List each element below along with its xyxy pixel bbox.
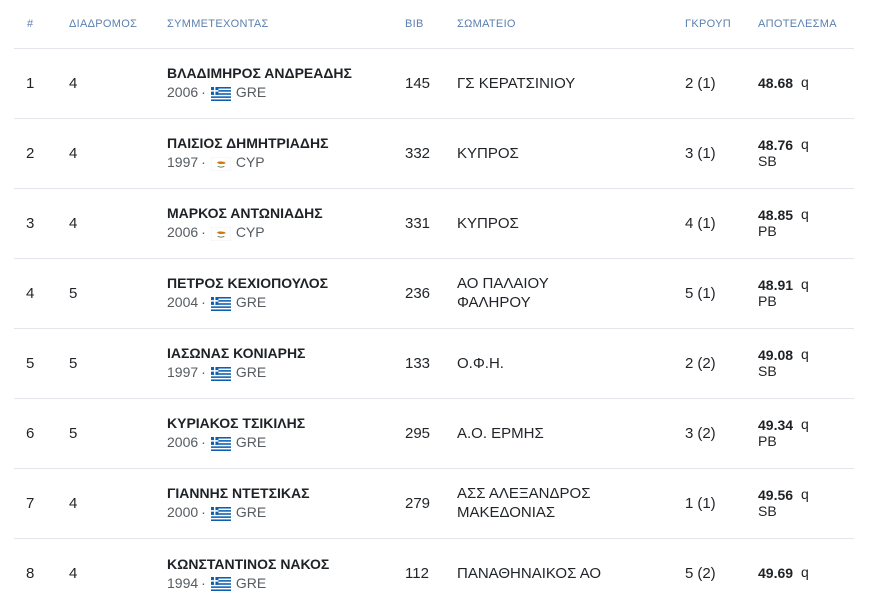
result-line [758, 137, 854, 153]
club-cell [457, 328, 685, 398]
flag-slot [209, 224, 233, 240]
greece-flag-icon [211, 87, 231, 101]
group-position: (1) [697, 74, 716, 92]
group-value [685, 565, 716, 582]
flag-slot [209, 364, 233, 380]
result-cell [758, 118, 854, 188]
result-mark: 49.56 [758, 487, 794, 503]
athlete-cell [167, 258, 405, 328]
lane-value: 5 [69, 424, 78, 442]
bib-cell [405, 48, 457, 118]
flag-slot [209, 84, 233, 100]
group-number: 3 [685, 144, 694, 162]
rank-cell [14, 468, 69, 538]
meta-separator: · [201, 154, 206, 171]
bib-cell [405, 468, 457, 538]
result-cell [758, 538, 854, 608]
club-cell [457, 398, 685, 468]
header-group[interactable]: ΓΚΡΟΥΠ [685, 17, 732, 30]
country-code: GRE [235, 84, 267, 101]
meta-separator: · [201, 224, 206, 241]
greece-flag-icon [211, 507, 231, 521]
result-cell [758, 258, 854, 328]
group-position: (2) [697, 424, 716, 442]
result-wrap [758, 487, 854, 519]
result-mark: 48.76 [758, 137, 794, 153]
bib-value: 112 [405, 564, 429, 582]
qualification-badge: q [801, 346, 809, 362]
bib-cell [405, 258, 457, 328]
table-row[interactable] [14, 188, 854, 258]
club-name[interactable]: ΠΑΝΑΘΗΝΑΙΚΟΣ ΑΟ [457, 564, 602, 582]
rank-value: 5 [26, 354, 35, 372]
bib-cell [405, 328, 457, 398]
record-note: PB [758, 293, 777, 309]
rank-cell [14, 188, 69, 258]
result-line [758, 75, 854, 91]
group-position: (1) [697, 494, 716, 512]
meta-separator: · [201, 84, 206, 101]
group-value [685, 425, 716, 442]
athlete-meta [167, 154, 405, 170]
result-wrap [758, 417, 854, 449]
group-cell [685, 188, 758, 258]
athlete-meta [167, 84, 405, 100]
group-cell [685, 258, 758, 328]
bib-value: 331 [405, 214, 431, 232]
greece-flag-icon [211, 437, 231, 451]
group-position: (1) [697, 284, 716, 302]
result-cell [758, 188, 854, 258]
greece-flag-icon [211, 367, 231, 381]
lane-cell [69, 48, 167, 118]
group-number: 4 [685, 214, 694, 232]
qualification-badge: q [801, 416, 809, 432]
lane-value: 4 [69, 564, 78, 582]
rank-value: 4 [26, 284, 35, 302]
birth-year: 1997 [167, 154, 199, 171]
greece-flag-icon [211, 297, 231, 311]
group-number: 5 [685, 564, 694, 582]
result-cell [758, 468, 854, 538]
athlete-cell [167, 468, 405, 538]
group-position: (1) [697, 144, 716, 162]
bib-value: 145 [405, 74, 431, 92]
country-code: GRE [235, 294, 267, 311]
qualification-badge: q [801, 276, 809, 292]
athlete-name-link[interactable]: ΠΑΙΣΙΟΣ ΔΗΜΗΤΡΙΑΔΗΣ [167, 135, 329, 152]
club-name[interactable]: Α.Ο. ΕΡΜΗΣ [457, 424, 544, 442]
athlete-cell [167, 188, 405, 258]
birth-year: 1997 [167, 364, 199, 381]
result-mark: 49.08 [758, 347, 794, 363]
birth-year: 1994 [167, 574, 199, 591]
qualification-badge: q [801, 486, 809, 502]
group-number: 5 [685, 284, 694, 302]
result-line [758, 417, 854, 433]
meta-separator: · [201, 434, 206, 451]
flag-slot [209, 154, 233, 170]
result-wrap [758, 207, 854, 239]
rank-value: 8 [26, 564, 35, 582]
club-cell [457, 118, 685, 188]
athlete-meta [167, 504, 405, 520]
athlete-cell [167, 398, 405, 468]
lane-value: 4 [69, 144, 78, 162]
table-row[interactable] [14, 538, 854, 608]
greece-flag-icon [211, 577, 231, 591]
result-mark: 48.85 [758, 207, 794, 223]
result-line [758, 277, 854, 293]
club-name[interactable]: ΚΥΠΡΟΣ [457, 214, 519, 232]
table-row[interactable] [14, 398, 854, 468]
bib-cell [405, 538, 457, 608]
bib-value: 295 [405, 424, 431, 442]
result-line [758, 487, 854, 503]
result-mark: 49.34 [758, 417, 794, 433]
athlete-name-link[interactable]: ΒΛΑΔΙΜΗΡΟΣ ΑΝΔΡΕΑΔΗΣ [167, 65, 352, 82]
rank-value: 3 [26, 214, 35, 232]
athlete-meta [167, 364, 405, 380]
result-mark: 48.91 [758, 277, 794, 293]
result-wrap [758, 277, 854, 309]
cyprus-flag-icon [211, 227, 231, 241]
qualification-badge: q [801, 206, 809, 222]
flag-slot [209, 575, 233, 591]
record-note: SB [758, 153, 777, 169]
club-cell [457, 48, 685, 118]
meta-separator: · [201, 504, 206, 521]
lane-cell [69, 468, 167, 538]
result-cell [758, 48, 854, 118]
rank-cell [14, 118, 69, 188]
results-table [14, 0, 854, 608]
group-value [685, 355, 716, 372]
athlete-cell [167, 538, 405, 608]
meta-separator: · [201, 574, 206, 591]
result-line [758, 565, 854, 581]
rank-cell [14, 538, 69, 608]
lane-value: 5 [69, 284, 78, 302]
header-athlete[interactable]: ΣΥΜΜΕΤΕΧΟΝΤΑΣ [167, 17, 269, 30]
group-cell [685, 398, 758, 468]
table-row[interactable] [14, 468, 854, 538]
result-wrap [758, 137, 854, 169]
lane-value: 4 [69, 74, 78, 92]
flag-slot [209, 434, 233, 450]
header-result[interactable]: ΑΠΟΤΕΛΕΣΜΑ [758, 17, 837, 30]
lane-cell [69, 118, 167, 188]
record-note: PB [758, 223, 777, 239]
country-code: CYP [235, 224, 265, 241]
result-cell [758, 398, 854, 468]
athlete-name-link[interactable]: ΠΕΤΡΟΣ ΚΕΧΙΟΠΟΥΛΟΣ [167, 275, 329, 292]
qualification-badge: q [801, 136, 809, 152]
result-mark: 49.69 [758, 565, 794, 582]
birth-year: 2006 [167, 224, 199, 241]
bib-cell [405, 118, 457, 188]
result-wrap [758, 75, 854, 91]
group-value [685, 75, 716, 92]
athlete-meta [167, 294, 405, 310]
group-cell [685, 118, 758, 188]
flag-slot [209, 504, 233, 520]
athlete-name-link[interactable]: ΙΑΣΩΝΑΣ ΚΟΝΙΑΡΗΣ [167, 345, 306, 362]
result-line [758, 207, 854, 223]
result-cell [758, 328, 854, 398]
flag-slot [209, 294, 233, 310]
group-cell [685, 328, 758, 398]
group-number: 1 [685, 494, 694, 512]
athlete-meta [167, 575, 405, 591]
table-row[interactable] [14, 258, 854, 328]
rank-value: 7 [26, 494, 35, 512]
club-name[interactable]: Ο.Φ.Η. [457, 354, 504, 372]
qualification-badge: q [801, 74, 809, 90]
record-note: SB [758, 503, 777, 519]
club-name[interactable]: ΑΣΣ ΑΛΕΞΑΝΔΡΟΣ ΜΑΚΕΔΟΝΙΑΣ [457, 485, 591, 521]
athlete-name-link[interactable]: ΓΙΑΝΝΗΣ ΝΤΕΤΣΙΚΑΣ [167, 485, 310, 502]
club-cell [457, 468, 685, 538]
header-lane[interactable]: ΔΙΑΔΡΟΜΟΣ [69, 17, 138, 30]
meta-separator: · [201, 364, 206, 381]
athlete-name-link[interactable]: ΜΑΡΚΟΣ ΑΝΤΩΝΙΑΔΗΣ [167, 205, 323, 222]
bib-value: 236 [405, 284, 431, 302]
birth-year: 2000 [167, 504, 199, 521]
group-value [685, 495, 716, 512]
table-row[interactable] [14, 118, 854, 188]
athlete-cell [167, 48, 405, 118]
country-code: GRE [235, 364, 267, 381]
athlete-meta [167, 224, 405, 240]
bib-value: 279 [405, 494, 431, 512]
rank-value: 1 [26, 74, 35, 92]
record-note: PB [758, 433, 777, 449]
group-position: (2) [697, 354, 716, 372]
group-position: (2) [697, 564, 716, 582]
club-cell [457, 188, 685, 258]
bib-value: 332 [405, 144, 431, 162]
rank-value: 2 [26, 144, 35, 162]
rank-cell [14, 258, 69, 328]
athlete-name-link[interactable]: ΚΩΝΣΤΑΝΤΙΝΟΣ ΝΑΚΟΣ [167, 555, 330, 572]
birth-year: 2006 [167, 434, 199, 451]
result-wrap [758, 565, 854, 581]
qualification-badge: q [801, 564, 809, 581]
rank-cell [14, 328, 69, 398]
country-code: GRE [235, 574, 267, 591]
lane-value: 4 [69, 494, 78, 512]
country-code: CYP [235, 154, 265, 171]
club-cell [457, 538, 685, 608]
club-name[interactable]: ΑΟ ΠΑΛΑΙΟΥ ΦΑΛΗΡΟΥ [457, 275, 549, 311]
lane-cell [69, 188, 167, 258]
club-name[interactable]: ΚΥΠΡΟΣ [457, 144, 519, 162]
group-position: (1) [697, 214, 716, 232]
result-mark: 48.68 [758, 75, 794, 91]
country-code: GRE [235, 434, 267, 451]
club-name[interactable]: ΓΣ ΚΕΡΑΤΣΙΝΙΟΥ [457, 74, 576, 92]
table-row[interactable] [14, 328, 854, 398]
group-number: 3 [685, 424, 694, 442]
athlete-cell [167, 328, 405, 398]
group-value [685, 145, 716, 162]
header-bib[interactable]: BIB [405, 17, 424, 30]
bib-cell [405, 398, 457, 468]
group-number: 2 [685, 354, 694, 372]
results-body [14, 48, 854, 608]
rank-cell [14, 398, 69, 468]
birth-year: 2006 [167, 84, 199, 101]
bib-cell [405, 188, 457, 258]
lane-cell [69, 328, 167, 398]
header-club[interactable]: ΣΩΜΑΤΕΙΟ [457, 17, 516, 30]
lane-cell [69, 538, 167, 608]
rank-value: 6 [26, 424, 35, 442]
table-header-row [14, 0, 854, 48]
athlete-meta [167, 434, 405, 450]
result-line [758, 347, 854, 363]
header-rank[interactable]: # [27, 17, 34, 30]
record-note: SB [758, 363, 777, 379]
group-number: 2 [685, 74, 694, 92]
lane-value: 5 [69, 354, 78, 372]
group-value [685, 215, 716, 232]
rank-cell [14, 48, 69, 118]
club-cell [457, 258, 685, 328]
athlete-cell [167, 118, 405, 188]
lane-value: 4 [69, 214, 78, 232]
table-row[interactable] [14, 48, 854, 118]
result-wrap [758, 347, 854, 379]
meta-separator: · [201, 294, 206, 311]
bib-value: 133 [405, 354, 431, 372]
lane-cell [69, 258, 167, 328]
group-value [685, 285, 716, 302]
group-cell [685, 538, 758, 608]
country-code: GRE [235, 504, 267, 521]
group-cell [685, 48, 758, 118]
cyprus-flag-icon [211, 157, 231, 171]
birth-year: 2004 [167, 294, 199, 311]
group-cell [685, 468, 758, 538]
athlete-name-link[interactable]: ΚΥΡΙΑΚΟΣ ΤΣΙΚΙΛΗΣ [167, 415, 306, 432]
lane-cell [69, 398, 167, 468]
